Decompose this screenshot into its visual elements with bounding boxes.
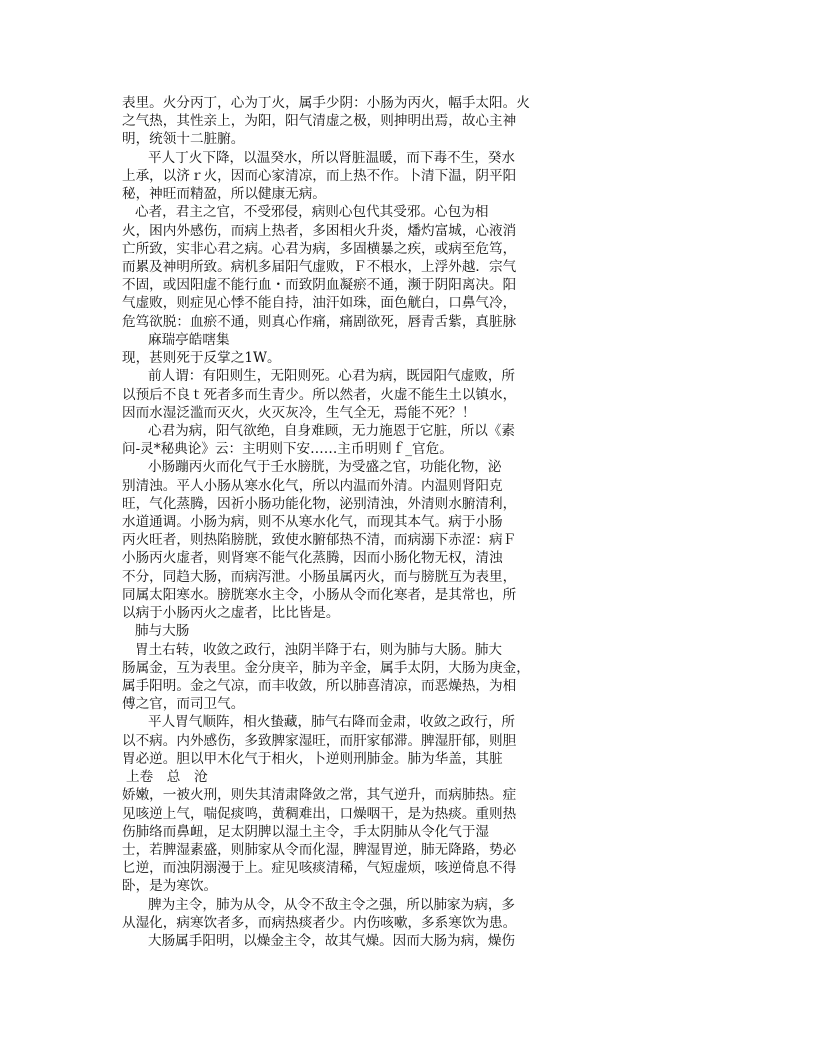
text-line: 因而水湿泛滥而灭火，火灭灰冷，生气全无，焉能不死？！ — [122, 404, 476, 421]
text-line: 以不病。内外感伤，多致脾家湿旺，而肝家郁滞。脾湿肝郁，则胆 — [122, 732, 517, 749]
text-line: 娇嫩，一被火刑，则失其清肃降敛之常，其气逆升，而病肺热。症 — [122, 787, 517, 804]
text-line: 亡所致，实非心君之病。心君为病，多固横暴之疾，或病至危笃， — [122, 240, 517, 257]
paragraph-start: 前人谓：有阳则生，无阳则死。心君为病，既园阳气虚败，所 — [148, 368, 516, 385]
text-line: 明，统领十二脏腑。 — [122, 131, 245, 148]
text-line: 卧，是为寒饮。 — [122, 878, 218, 895]
text-line: 见咳逆上气，喘促痰鸣，黄稠难出，口燥咽干，是为热痰。重则热 — [122, 805, 517, 822]
paragraph-start: 大肠属手阳明，以燥金主令，故其气燥。因而大肠为病，燥伤 — [148, 933, 516, 950]
text-line: 现，甚则死于反掌之1W。 — [122, 350, 281, 367]
paragraph-start: 脾为主令，肺为从令，从令不敌主令之强，所以肺家为病，多 — [148, 896, 516, 913]
paragraph-start: 心者，君主之官，不受邪侵，病则心包代其受邪。心包为相 — [135, 204, 489, 221]
text-line: 不固，或因阳虚不能行血・而致阴血凝瘀不通，濒于阴阳离决。阳 — [122, 277, 517, 294]
paragraph-start: 心君为病，阳气欲绝，自身难顾，无力施恩于它脏，所以《素 — [148, 422, 516, 439]
text-line: 匕逆，而浊阴溺漫于上。症见咳痰清稀，气短虚烦，咳逆倚息不得 — [122, 860, 517, 877]
text-line: 火，困内外感伤，而病上热者，多困相火升炎，燔灼富城，心液消 — [122, 222, 517, 239]
text-line: 士，若脾湿素盛，则肺家从令而化湿，脾湿胃逆，肺无降路，势必 — [122, 841, 517, 858]
text-line: 肠属金，互为表里。金分庚辛，肺为辛金，属手太阴，大肠为庚金， — [122, 659, 530, 676]
text-line: 以病于小肠丙火之虚者，比比皆是。 — [122, 605, 340, 622]
paragraph-start: 平人丁火下降，以温癸水，所以肾脏温暖，而下毒不生，癸水 — [148, 149, 516, 166]
text-line: 属手阳明。金之气凉，而丰收敛，所以肺喜清凉，而恶燥热，为相 — [122, 678, 517, 694]
text-line: 旺，气化蒸腾，因祈小肠功能化物，泌别清浊，外清则水腑清利， — [122, 495, 517, 512]
text-line: 从湿化，病寒饮者多，而病热痰者少。内伤咳嗽，多系寒饮为患。 — [122, 914, 517, 931]
text-line: 小肠丙火虚者，则肾寒不能气化蒸腾，因而小肠化物无权，清浊 — [122, 550, 503, 567]
text-line: 表里。火分丙丁，心为丁火，属手少阴：小肠为丙火，幅手太阳。火 — [122, 95, 530, 111]
text-line: 同属太阳寒水。膀胱寒水主令，小肠从令而化寒者，是其常也，所 — [122, 586, 517, 603]
running-header: 麻瑞亭皓嗐集 — [148, 331, 230, 348]
text-line: 之气热，其性亲上，为阳，阳气清虚之极，则抻明出焉，故心主神 — [122, 113, 517, 130]
text-line: 不分，同趋大肠，而病泻泄。小肠虽属丙火，而与膀胱互为表里， — [122, 568, 517, 585]
text-line: 而累及神明所致。病机多届阳气虚败，Ｆ不根水，上浮外越．宗气 — [122, 258, 517, 275]
paragraph-start: 胃土右转，收敛之政行，浊阴半降于右，则为肺与大肠。肺大 — [135, 641, 503, 658]
paragraph-start: 小肠蹦丙火而化气于壬水膀胱，为受盛之官，功能化物，泌 — [148, 459, 502, 476]
text-line: 傅之官，而司卫气。 — [122, 696, 245, 713]
text-line: 以预后不良ｔ死者多而生青少。所以然者，火虚不能生土以镇水， — [122, 386, 517, 403]
text-line: 丙火旺者，则热陷膀胱，致使水腑郁热不清，而病溺下赤涩：病Ｆ — [122, 532, 517, 549]
text-line: 水道通调。小肠为病，则不从寒水化气，而现其本气。病于小肠 — [122, 514, 503, 531]
document-page — [122, 94, 542, 950]
section-heading: 肺与大肠 — [135, 623, 190, 640]
text-line: 秘，神旺而精盈，所以健康无病。 — [122, 186, 326, 203]
text-line: 上承，以济ｒ火，因而心家清凉，而上热不作。卜清下温，阴平阳 — [122, 167, 517, 184]
running-footer: 上卷 总 沧 — [126, 769, 208, 786]
paragraph-start: 平人胃气顺阵，相火蛰藏，肺气右降而金肃，收敛之政行，所 — [148, 714, 516, 731]
text-line: 伤肺络而鼻衄，足太阴脾以湿土主令，手太阴肺从令化气于湿 — [122, 823, 490, 840]
text-line: 胃必逆。胆以甲木化气于相火，卜逆则刑肺金。肺为华盖，其脏 — [122, 750, 503, 767]
text-line: 别清浊。平人小肠从寒水化气，所以内温而外清。内温则肾阳克 — [122, 477, 503, 494]
text-line: 气虚败，则症见心悸不能自持，油汗如珠，面色觥白，口鼻气冷， — [122, 295, 517, 312]
text-line: 问-灵*秘典论》云：主明则下安……主币明则ｆ_官危。 — [122, 441, 453, 458]
text-line: 危笃欲脱：血瘀不通，则真心作痛，痛剧欲死，唇青舌紫，真脏脉 — [122, 313, 517, 330]
